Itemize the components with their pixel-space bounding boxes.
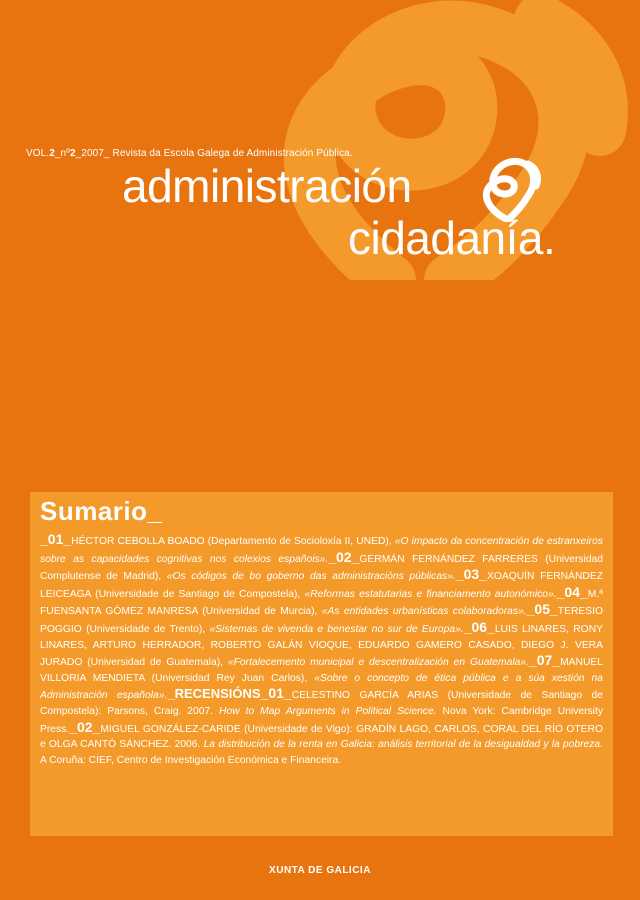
entry-number: _06_ [463, 618, 495, 635]
entry-number: _03_ [455, 566, 487, 583]
publisher-footer: XUNTA DE GALICIA [269, 865, 371, 876]
recension-publisher: A Coruña: CIEF, Centro de Investigación Económica e Financeira. [40, 754, 342, 766]
entry-title: «As entidades urbanísticas colaboradoras». [321, 606, 527, 618]
recension-number: _02_ [69, 718, 101, 735]
entry-number: _02_ [328, 548, 360, 565]
sumario-text [40, 532, 603, 768]
entry-title: «Os códigos de bo goberno das administracións públicas». [166, 571, 456, 583]
vol-number: 2 [49, 148, 55, 159]
recension-number: _01_ [260, 685, 292, 702]
journal-name: Revista da Escola Galega de Administración Pública. [112, 148, 353, 159]
entry-authors: GERMÁN FERNÁNDEZ FARRERES (Universidad Complutense de Madrid), [40, 553, 604, 583]
recensions-label: _RECENSIÓNS [167, 686, 261, 702]
sumario-box [30, 492, 613, 836]
entry-authors: HÉCTOR CEBOLLA BOADO (Departamento de Socioloxía II, UNED), [71, 536, 392, 547]
entry-title: «Fortalecemento municipal e descentralización en Guatemala». [227, 657, 529, 669]
entry-number: _07_ [528, 652, 561, 669]
vol-label: VOL. [26, 148, 50, 159]
entry-number: _01_ [40, 531, 72, 547]
recension-title: La distribución de la renta en Galicia: análisis territorial de la desigualdad y la pobreza. [203, 739, 603, 751]
issue-year: _2007_ [75, 148, 110, 159]
entry-authors: MANUEL VILLORIA MENDIETA (Universidad Rey Juan Carlos), [40, 657, 603, 684]
recension-text: MIGUEL GONZÁLEZ-CARIDE (Universidade de Vigo): GRADÍN LAGO, CARLOS, CORAL DEL RÍO OTERO e OLGA CANTÓ SÁNCHEZ. 2006. [40, 723, 603, 751]
entry-number: _04_ [556, 583, 588, 600]
issue-number: 2 [69, 148, 76, 159]
entry-authors: XOAQUÍN FERNÁNDEZ LEICEAGA (Universidade de Santiago de Compostela), [40, 571, 603, 600]
recension-title: How to Map Arguments in Political Science. [219, 705, 437, 717]
ampersand-logo-icon [474, 150, 544, 222]
entry-authors: LUIS LINARES, RONY LINARES, ARTURO HERRADOR, ROBERTO GALÁN VIOQUE, EDUARDO GAMERO CASADO, DIEGO J. VERA JURADO (Universidad de Guatemala), [40, 623, 603, 669]
entry-number: _05_ [526, 601, 558, 618]
entry-authors: M.ª FUENSANTA GÓMEZ MANRESA (Universidad de Murcia), [40, 588, 603, 618]
entry-title: «Reformas estatutarias e financiamento autonómico». [304, 588, 557, 600]
recension-text: CELESTINO GARCÍA ARIAS (Universidade de Santiago de Compostela): Parsons, Craig. 2007. [40, 690, 603, 717]
title-line-2: cidadanía. [348, 212, 556, 264]
entry-authors: TERESIO POGGIO (Universidade de Trento), [40, 606, 603, 635]
issue-header [26, 148, 353, 159]
issue-label: _nº [54, 148, 70, 159]
entry-title: «O impacto da concentración de estranxeiros sobre as capacidades cognitivas nos colexios españois». [40, 536, 603, 565]
entry-title: «Sistemas de vivenda e benestar no sur de Europa». [209, 623, 464, 635]
sumario-heading: Sumario_ [40, 496, 163, 526]
recension-publisher: Nova York: Cambridge University Press. [40, 705, 603, 735]
title-line-1: administración [122, 160, 412, 212]
entry-title: «Sobre o concepto de ética pública e a súa xestión na Administración española». [40, 672, 603, 702]
